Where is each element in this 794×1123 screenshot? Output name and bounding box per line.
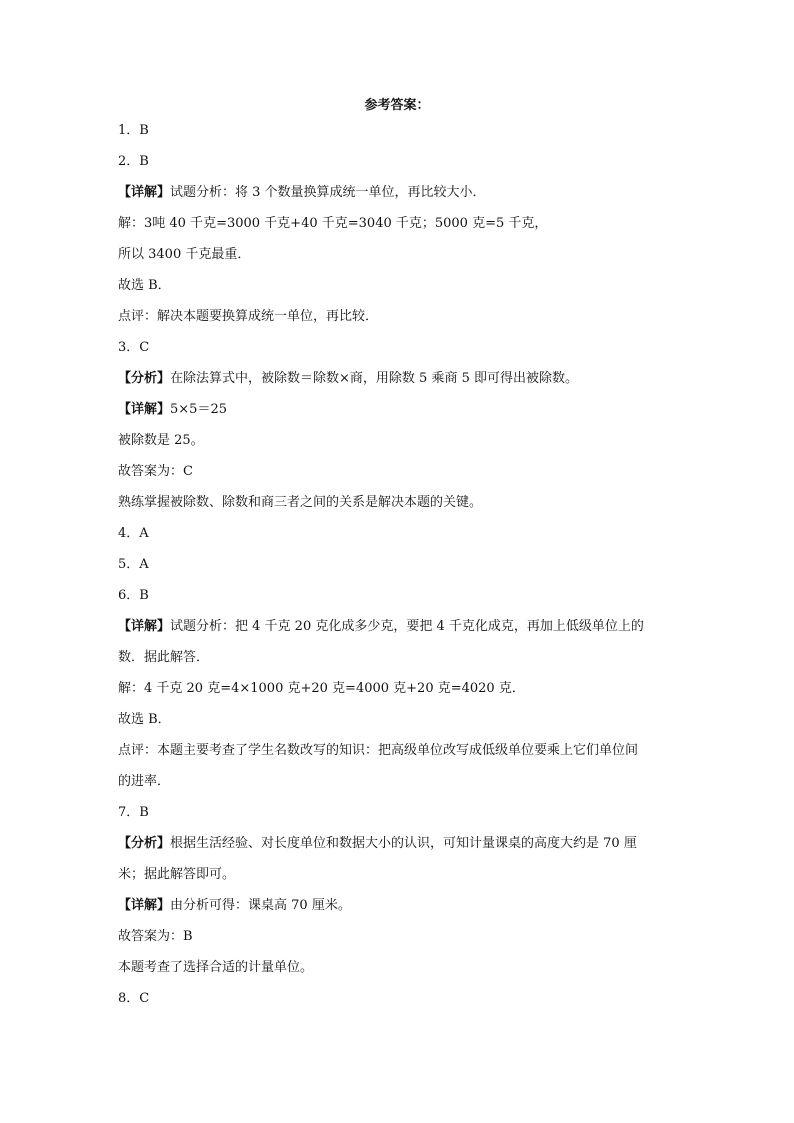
- answer-line: [118, 554, 688, 585]
- line-text: 2．B: [118, 154, 149, 169]
- line-text: 在除法算式中，被除数＝除数×商，用除数 5 乘商 5 即可得出被除数。: [170, 371, 578, 386]
- answer-line: [118, 461, 688, 492]
- answer-line: [118, 492, 688, 523]
- line-text: 3．C: [118, 340, 150, 355]
- answer-line: [118, 430, 688, 461]
- line-text: 4．A: [118, 526, 149, 541]
- answer-line: [118, 616, 688, 647]
- line-text: 由分析可得：课桌高 70 厘米。: [170, 898, 351, 913]
- answer-line: [118, 585, 688, 616]
- line-text: 米；据此解答即可。: [118, 867, 236, 882]
- answer-line: [118, 709, 688, 740]
- answer-line: [118, 213, 688, 244]
- answer-line: [118, 926, 688, 957]
- line-text: 故答案为：B: [118, 929, 193, 944]
- answer-line: [118, 802, 688, 833]
- answer-line: [118, 740, 688, 771]
- line-text: 解：3吨 40 千克=3000 千克+40 千克=3040 千克；5000 克=5 千克，: [118, 216, 548, 231]
- answer-line: [118, 895, 688, 926]
- answer-line: [118, 151, 688, 182]
- answer-line: [118, 523, 688, 554]
- line-tag: 【分析】: [118, 371, 171, 386]
- line-text: 故答案为：C: [118, 464, 193, 479]
- line-text: 数．据此解答．: [118, 650, 210, 665]
- answer-line: [118, 244, 688, 275]
- line-text: 试题分析：将 3 个数量换算成统一单位，再比较大小．: [170, 185, 486, 200]
- line-text: 5×5＝25: [170, 402, 227, 417]
- answer-line: [118, 368, 688, 399]
- line-text: 所以 3400 千克最重．: [118, 247, 251, 262]
- line-text: 5．A: [118, 557, 149, 572]
- line-tag: 【详解】: [118, 898, 171, 913]
- line-text: 1．B: [118, 123, 149, 138]
- line-text: 根据生活经验、对长度单位和数据大小的认识，可知计量课桌的高度大约是 70 厘: [170, 836, 637, 851]
- answer-line: [118, 864, 688, 895]
- line-text: 8．C: [118, 991, 150, 1006]
- line-tag: 【详解】: [118, 185, 171, 200]
- answer-line: [118, 337, 688, 368]
- answer-line: [118, 306, 688, 337]
- answer-line: [118, 678, 688, 709]
- line-text: 点评：本题主要考查了学生名数改写的知识：把高级单位改写成低级单位要乘上它们单位间: [118, 743, 639, 758]
- line-text: 解：4 千克 20 克=4×1000 克+20 克=4000 克+20 克=4020 克．: [118, 681, 525, 696]
- line-text: 被除数是 25。: [118, 433, 204, 448]
- line-text: 的进率．: [118, 774, 171, 789]
- page-title: 参考答案：: [364, 98, 430, 113]
- line-text: 本题考查了选择合适的计量单位。: [118, 960, 314, 975]
- line-text: 7．B: [118, 805, 149, 820]
- line-text: 熟练掌握被除数、除数和商三者之间的关系是解决本题的关键。: [118, 495, 483, 510]
- answer-line: [118, 771, 688, 802]
- answer-line: [118, 120, 688, 151]
- answer-line: [118, 399, 688, 430]
- answer-content: [118, 120, 688, 1019]
- line-text: 点评：解决本题要换算成统一单位，再比较．: [118, 309, 379, 324]
- line-tag: 【详解】: [118, 402, 171, 417]
- line-tag: 【分析】: [118, 836, 171, 851]
- answer-line: [118, 275, 688, 306]
- answer-line: [118, 647, 688, 678]
- line-text: 故选 B．: [118, 278, 171, 293]
- answer-line: [118, 833, 688, 864]
- line-text: 试题分析：把 4 千克 20 克化成多少克，要把 4 千克化成克，再加上低级单位上的: [170, 619, 644, 634]
- line-text: 故选 B．: [118, 712, 171, 727]
- answer-line: [118, 988, 688, 1019]
- answer-line: [118, 957, 688, 988]
- answer-line: [118, 182, 688, 213]
- line-text: 6．B: [118, 588, 149, 603]
- line-tag: 【详解】: [118, 619, 171, 634]
